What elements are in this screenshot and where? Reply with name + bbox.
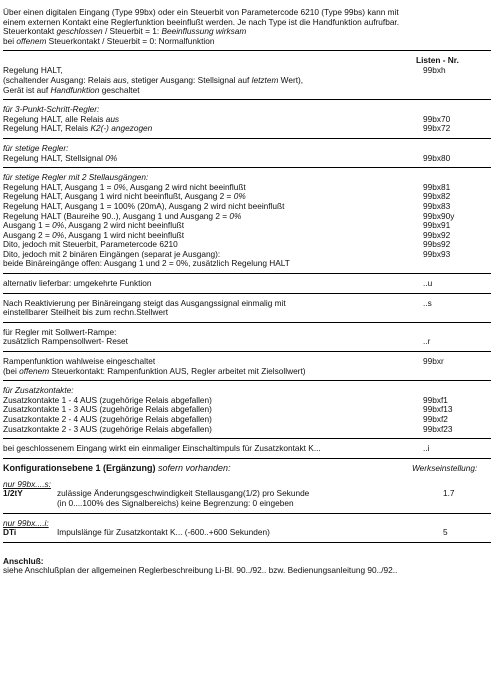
text: bei bbox=[3, 35, 17, 46]
continuous-code-1: 99bx80 bbox=[423, 152, 451, 163]
halt-line-3 bbox=[3, 86, 491, 96]
two-outputs-list bbox=[3, 183, 491, 269]
impulse-code: ..i bbox=[423, 443, 430, 454]
alt-code: ..u bbox=[423, 278, 433, 289]
divider bbox=[3, 167, 491, 168]
text: Zusatzkontakte 1 - 3 AUS (zugehörige Relais abgefallen) bbox=[3, 404, 212, 415]
three-point-code-1: 99bx70 bbox=[423, 113, 451, 124]
text-italic: 0% bbox=[52, 229, 65, 240]
extra-code: 99bxf23 bbox=[423, 423, 453, 434]
three-point-row-2 bbox=[3, 124, 491, 134]
param-2-code: DTi bbox=[3, 527, 17, 538]
text-italic: 0% bbox=[52, 220, 65, 231]
text: Dito, jedoch mit 2 binären Eingängen (separat je Ausgang): bbox=[3, 248, 221, 259]
text: zusätzlich Rampensollwert- Reset bbox=[3, 336, 128, 347]
text: Regelung HALT, Stellsignal bbox=[3, 152, 106, 163]
text: , stetiger Ausgang: Stellsignal auf bbox=[126, 74, 252, 85]
text: Regelung HALT, bbox=[3, 65, 63, 76]
text: Regelung HALT, Ausgang 1 = 100% (20mA), Ausgang 2 wird nicht beeinflußt bbox=[3, 200, 285, 211]
text: Zusatzkontakte 2 - 3 AUS (zugehörige Relais abgefallen) bbox=[3, 423, 212, 434]
alt-row bbox=[3, 279, 491, 289]
anschluss-text: siehe Anschlußplan der allgemeinen Reglerbeschreibung Li-Bl. 90../92.. bzw. Bedienungsanleitung 90../92.. bbox=[3, 565, 398, 576]
param-2-value: 5 bbox=[443, 527, 448, 538]
extra-heading: für Zusatzkontakte: bbox=[3, 385, 74, 396]
intro-line-2: einem externen Kontakt eine Reglerfunktion beeinflußt werden. Je nach Type ist die Handfunktion aufrufbar. bbox=[3, 16, 400, 27]
divider bbox=[3, 273, 491, 274]
two-outputs-code: 99bs92 bbox=[423, 239, 451, 250]
text: / Steuerbit = 1: bbox=[102, 26, 162, 37]
divider bbox=[3, 542, 491, 543]
text: (bei bbox=[3, 365, 20, 376]
text: Regelung HALT (Baureihe 90..), Ausgang 1 und Ausgang 2 = bbox=[3, 210, 230, 221]
text: Gerät ist auf bbox=[3, 84, 51, 95]
extra-code: 99bxf2 bbox=[423, 414, 448, 424]
param-2-only: nur 99bx....i: bbox=[3, 517, 49, 528]
text: Regelung HALT, Ausgang 1 = bbox=[3, 181, 114, 192]
divider bbox=[3, 50, 491, 51]
two-outputs-code: 99bx82 bbox=[423, 191, 451, 202]
text: Ausgang 1 = bbox=[3, 220, 53, 231]
konf-title-suffix: sofern vorhanden: bbox=[155, 462, 231, 473]
text: , Ausgang 2 wird nicht beeinflußt bbox=[64, 220, 185, 231]
two-outputs-code: 99bx83 bbox=[423, 200, 451, 211]
konf-title-wrap bbox=[3, 464, 231, 474]
text: Regelung HALT, alle Relais bbox=[3, 113, 106, 124]
anschluss-title: Anschluß: bbox=[3, 555, 44, 566]
text-italic: offenem bbox=[16, 35, 47, 46]
text: Dito, jedoch mit Steuerbit, Parametercode 6210 bbox=[3, 239, 178, 250]
two-outputs-code: 99bx92 bbox=[423, 229, 451, 240]
text-italic: 0% bbox=[113, 181, 126, 192]
extra-list bbox=[3, 396, 491, 434]
text-italic: offenem bbox=[19, 365, 50, 376]
divider bbox=[3, 438, 491, 439]
text-italic: Handfunktion bbox=[50, 84, 100, 95]
ramp-code: ..r bbox=[423, 336, 431, 347]
konf-title: Konfigurationsebene 1 (Ergänzung) bbox=[3, 462, 156, 473]
extra-code: 99bxf13 bbox=[423, 404, 453, 415]
text: bei geschlossenem Eingang wirkt ein einmaliger Einschaltimpuls für Zusatzkontakt K... bbox=[3, 443, 321, 454]
divider bbox=[3, 458, 491, 459]
text: beide Binäreingänge offen: Ausgang 1 und 2 = 0%, zusätzlich Regelung HALT bbox=[3, 258, 290, 269]
divider bbox=[3, 293, 491, 294]
param-1-code: 1/2tY bbox=[3, 488, 23, 499]
document-page bbox=[3, 8, 491, 576]
param-1-line-2 bbox=[3, 499, 491, 509]
divider bbox=[3, 380, 491, 381]
ramp2-line-2 bbox=[3, 367, 491, 377]
text: Wert), bbox=[278, 74, 304, 85]
param-1-desc-2: (in 0....100% des Signalbereichs) keine Begrenzung: 0 eingeben bbox=[57, 497, 294, 508]
konf-factory-label: Werkseinstellung: bbox=[412, 462, 478, 473]
listen-header bbox=[3, 56, 491, 66]
extra-row bbox=[3, 425, 491, 435]
continuous-row-1 bbox=[3, 154, 491, 164]
divider bbox=[3, 138, 491, 139]
text: , Ausgang 2 wird nicht beeinflußt bbox=[125, 181, 246, 192]
text: Regelung HALT, Ausgang 1 wird nicht beeinflußt, Ausgang 2 = bbox=[3, 191, 234, 202]
divider bbox=[3, 351, 491, 352]
text: Zusatzkontakte 1 - 4 AUS (zugehörige Relais abgefallen) bbox=[3, 394, 212, 405]
text: Zusatzkontakte 2 - 4 AUS (zugehörige Relais abgefallen) bbox=[3, 414, 212, 424]
text: Nach Reaktivierung per Binäreingang steigt das Ausgangssignal einmalig mit bbox=[3, 297, 286, 308]
impulse-row bbox=[3, 444, 491, 454]
two-outputs-code: 99bx81 bbox=[423, 181, 451, 192]
continuous-heading: für stetige Regler: bbox=[3, 142, 69, 153]
param-1-desc-1: zulässige Änderungsgeschwindigkeit Stellausgang(1/2) pro Sekunde bbox=[57, 488, 310, 499]
text-italic: letztem bbox=[251, 74, 279, 85]
text-italic: 0% bbox=[105, 152, 118, 163]
halt-code: 99bxh bbox=[423, 65, 446, 76]
param-1-value: 1.7 bbox=[443, 488, 455, 499]
text: geschaltet bbox=[99, 84, 140, 95]
text: (schaltender Ausgang: Relais bbox=[3, 74, 114, 85]
param-1-only: nur 99bx....s: bbox=[3, 478, 51, 489]
ramp2-code: 99bxr bbox=[423, 356, 444, 367]
param-2-desc-1: Impulslänge für Zusatzkontakt K... (-600..+600 Sekunden) bbox=[57, 527, 270, 538]
text-italic: Beeinflussung wirksam bbox=[161, 26, 247, 37]
ramp-line-2 bbox=[3, 337, 491, 347]
text-italic: aus bbox=[105, 113, 120, 124]
react-code: ..s bbox=[423, 297, 432, 308]
react-line-2: einstellbarer Steilheit bis zum rechn.Stellwert bbox=[3, 307, 169, 318]
ramp-line-1: für Regler mit Sollwert-Rampe: bbox=[3, 326, 117, 337]
text: alternativ lieferbar: umgekehrte Funktion bbox=[3, 278, 152, 289]
text-italic: K2(-) angezogen bbox=[90, 123, 153, 134]
intro-line-1: Über einen digitalen Eingang (Type 99bx) oder ein Steuerbit von Parametercode 6210 (Type 99bs) kann mit bbox=[3, 7, 399, 17]
extra-code: 99bxf1 bbox=[423, 394, 448, 405]
divider bbox=[3, 513, 491, 514]
intro-line-4 bbox=[3, 37, 491, 47]
text: Regelung HALT, Relais bbox=[3, 123, 91, 134]
text-italic: 0% bbox=[229, 210, 242, 221]
text-italic: 0% bbox=[233, 191, 246, 202]
divider bbox=[3, 322, 491, 323]
text: , Ausgang 1 wird nicht beeinflußt bbox=[64, 229, 185, 240]
two-outputs-code: 99bx90y bbox=[423, 210, 455, 221]
param-2-line-1 bbox=[3, 528, 491, 538]
text: Steuerkontakt bbox=[3, 26, 57, 37]
three-point-heading: für 3-Punkt-Schritt-Regler: bbox=[3, 104, 100, 115]
text: Ausgang 2 = bbox=[3, 229, 53, 240]
text: Steuerkontakt: Rampenfunktion AUS, Regler arbeitet mit Zielsollwert) bbox=[49, 365, 306, 376]
text: Steuerkontakt / Steuerbit = 0: Normalfunktion bbox=[46, 35, 215, 46]
konf-header bbox=[3, 464, 491, 475]
divider bbox=[3, 99, 491, 100]
two-outputs-row bbox=[3, 259, 491, 269]
two-outputs-code: 99bx93 bbox=[423, 248, 451, 259]
three-point-code-2: 99bx72 bbox=[423, 123, 451, 134]
text-italic: aus bbox=[113, 74, 127, 85]
listen-header-title: Listen - Nr. bbox=[416, 55, 459, 66]
two-outputs-code: 99bx91 bbox=[423, 220, 451, 231]
text-italic: geschlossen bbox=[56, 26, 103, 37]
text: Rampenfunktion wahlweise eingeschaltet bbox=[3, 356, 156, 367]
two-outputs-heading: für stetige Regler mit 2 Stellausgängen: bbox=[3, 172, 149, 183]
